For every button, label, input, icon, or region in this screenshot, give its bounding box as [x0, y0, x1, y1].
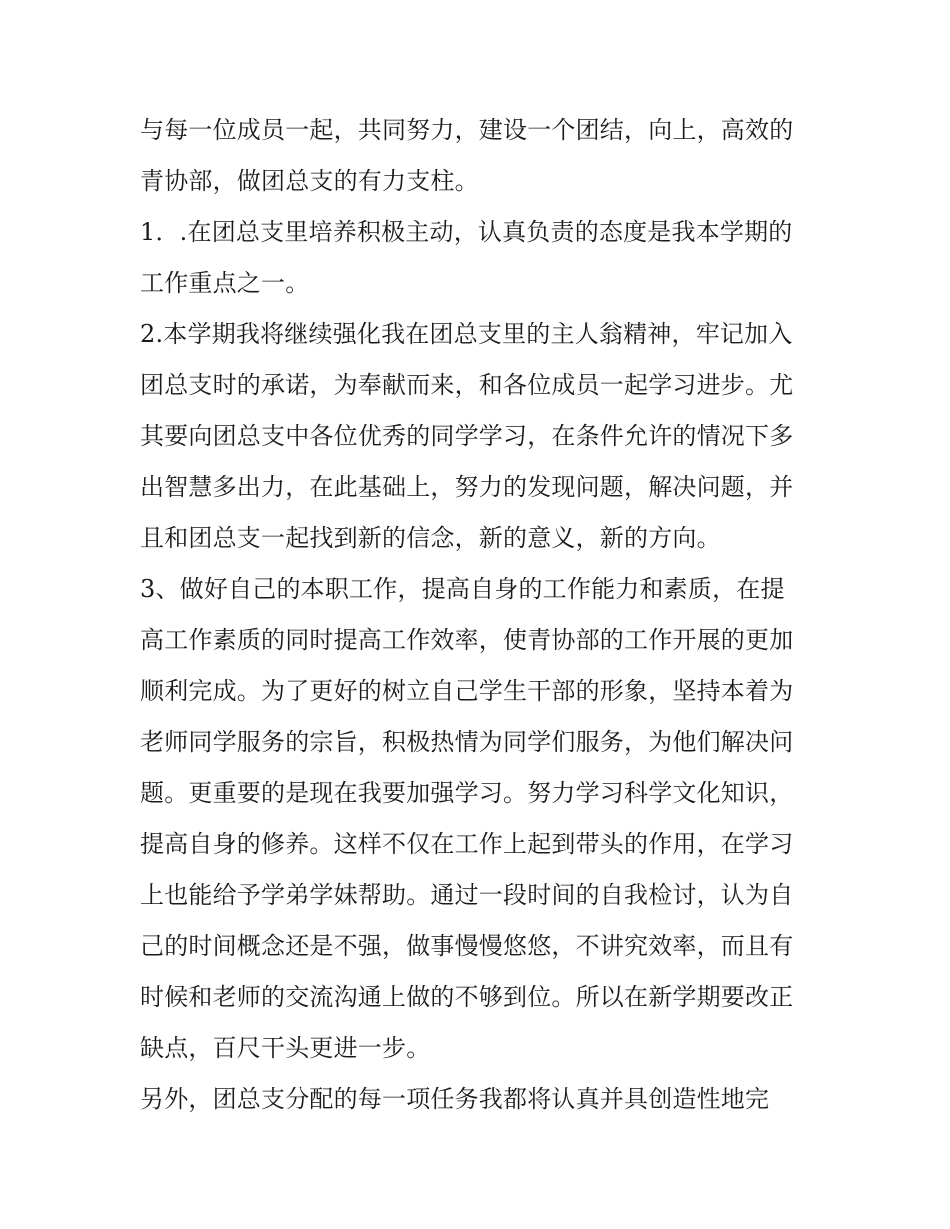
text-line: 青协部，做团总支的有力支柱。 — [140, 167, 479, 195]
text-line: 时候和老师的交流沟通上做的不够到位。所以在新学期要改正 — [140, 983, 794, 1011]
text-line: 提高自身的修养。这样不仅在工作上起到带头的作用，在学习 — [140, 830, 794, 858]
text-line: 缺点，百尺干头更进一步。 — [140, 1034, 431, 1062]
text-line: 3、做好自己的本职工作，提高自身的工作能力和素质，在提 — [140, 575, 785, 603]
text-line: 高工作素质的同时提高工作效率，使青协部的工作开展的更加 — [140, 626, 794, 654]
body-text — [140, 105, 820, 1125]
text-line: 与每一位成员一起，共同努力，建设一个团结，向上，高效的 — [140, 116, 794, 144]
text-line: 另外，团总支分配的每一项任务我都将认真并具创造性地完 — [140, 1085, 770, 1113]
text-line: 上也能给予学弟学妹帮助。通过一段时间的自我检讨，认为自 — [140, 881, 794, 909]
text-line: 其要向团总支中各位优秀的同学学习，在条件允许的情况下多 — [140, 422, 794, 450]
text-line: 老师同学服务的宗旨，积极热情为同学们服务，为他们解决问 — [140, 728, 794, 756]
text-line: 工作重点之一。 — [140, 269, 310, 297]
text-line: 团总支时的承诺，为奉献而来，和各位成员一起学习进步。尤 — [140, 371, 794, 399]
text-line: 2.本学期我将继续强化我在团总支里的主人翁精神，牢记加入 — [140, 320, 793, 348]
text-line: 己的时间概念还是不强，做事慢慢悠悠，不讲究效率，而且有 — [140, 932, 794, 960]
text-line: 题。更重要的是现在我要加强学习。努力学习科学文化知识， — [140, 779, 794, 807]
text-line: 出智慧多出力，在此基础上，努力的发现问题，解决问题，并 — [140, 473, 794, 501]
text-line: 且和团总支一起找到新的信念，新的意义，新的方向。 — [140, 524, 721, 552]
text-line: 1．.在团总支里培养积极主动，认真负责的态度是我本学期的 — [140, 218, 793, 246]
text-line: 顺利完成。为了更好的树立自己学生干部的形象，坚持本着为 — [140, 677, 794, 705]
